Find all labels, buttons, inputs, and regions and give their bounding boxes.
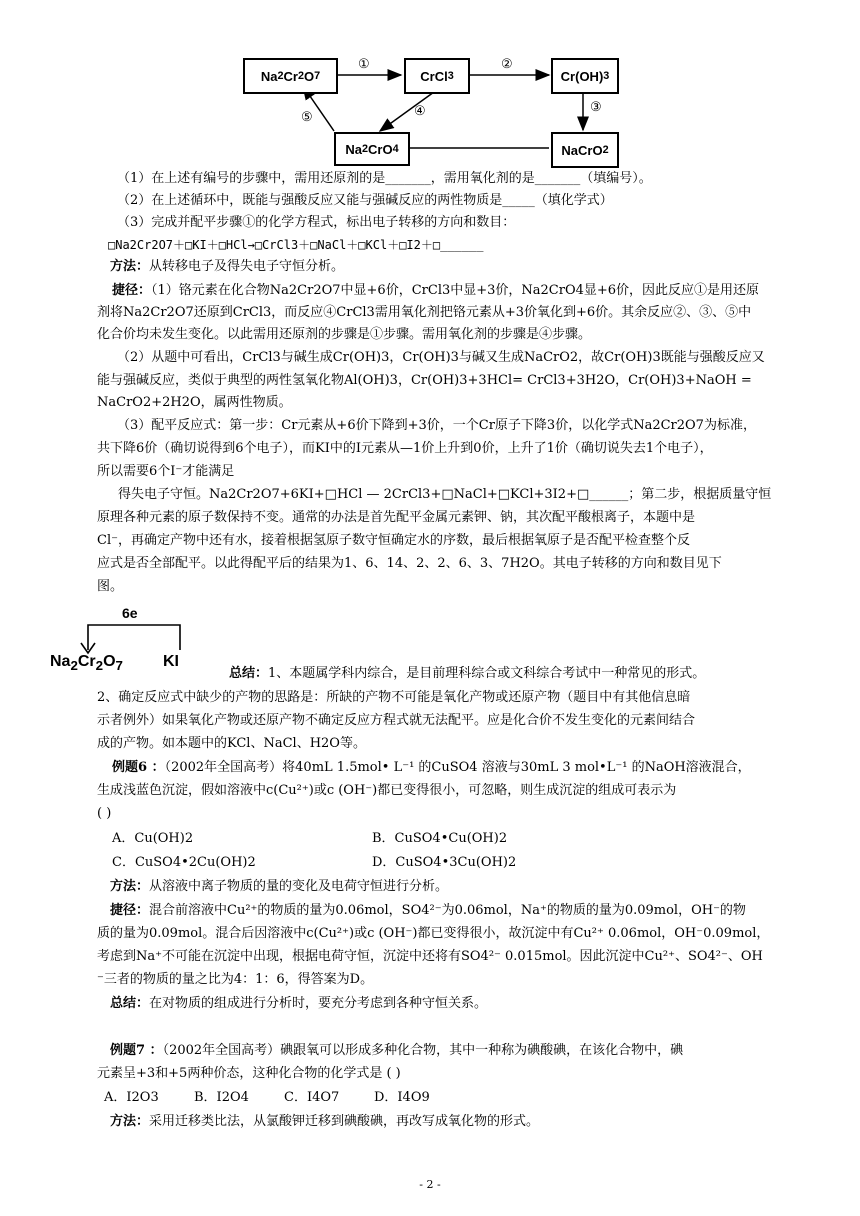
node-na2cro4: Na 2 CrO 4: [334, 132, 410, 166]
summary-2: 总结：在对物质的组成进行分析时，要充分考虑到各种守恒关系。: [110, 996, 488, 1011]
example-6-line-3: ( ): [97, 806, 112, 821]
method-2: 方法：从溶液中离子物质的量的变化及电荷守恒进行分析。: [110, 879, 449, 894]
shortcut-1-line-4: （2）从题中可看出，CrCl3与碱生成Cr(OH)3，Cr(OH)3与碱又生成NaCrO2，故Cr(OH)3既能与强酸反应又: [117, 350, 765, 365]
method-1-label: 方法：: [110, 259, 150, 274]
option-6-a: A．Cu(OH)2: [112, 831, 194, 846]
summary-1-line-2: 2、确定反应式中缺少的产物的思路是：所缺的产物不可能是氧化产物或还原产物（题目中有其他信息暗: [97, 690, 691, 705]
label-step-5: ⑤: [301, 110, 313, 125]
method-2-label: 方法：: [110, 879, 150, 894]
summary-2-label: 总结：: [110, 996, 150, 1011]
shortcut-1-line-7: （3）配平反应式：第一步：Cr元素从+6价下降到+3价，一个Cr原子下降3价，以化学式Na2Cr2O7为标准，: [117, 418, 756, 433]
summary-1-line-1: 总结：1、本题属学科内综合，是目前理科综合或文科综合考试中一种常见的形式。: [229, 666, 706, 681]
shortcut-2-label: 捷径：: [110, 903, 150, 918]
option-7-c: C．I4O7: [284, 1090, 340, 1105]
summary-1-label: 总结：: [229, 666, 269, 681]
shortcut-1-line-13: 应式是否全部配平。以此得配平后的结果为1、6、14、2、2、6、3、7H2O。其电子转移的方向和数目见下: [97, 556, 722, 571]
label-step-4: ④: [414, 104, 426, 119]
question-3: （3）完成并配平步骤①的化学方程式，标出电子转移的方向和数目：: [117, 215, 516, 230]
option-6-b: B．CuSO4•Cu(OH)2: [372, 831, 508, 846]
question-2: （2）在上述循环中，既能与强酸反应又能与强碱反应的两性物质是_____（填化学式）: [117, 193, 613, 208]
shortcut-1-line-1: 捷径：（1）铬元素在化合物Na2Cr2O7中显+6价，CrCl3中显+3价，Na2CrO4显+6价，因此反应①是用还原: [112, 283, 760, 298]
example-7-line-2: 元素呈+3和+5两种价态，这种化合物的化学式是 ( ): [97, 1066, 401, 1081]
et-left-formula: $Na_2Cr_2O_7$: [50, 653, 123, 674]
shortcut-1-line-12: Cl⁻，再确定产物中还有水，接着根据氢原子数守恒确定水的序数，最后根据氧原子是否配平检查整个反: [97, 533, 690, 548]
shortcut-1-line-9: 所以需要6个I⁻才能满足: [97, 464, 235, 479]
option-7-a: A．I2O3: [104, 1090, 159, 1105]
example-6-label: 例题6 ：: [112, 760, 165, 775]
et-right-formula: KI: [163, 653, 179, 670]
label-step-3: ③: [590, 100, 602, 115]
reaction-cycle-diagram: [0, 0, 860, 175]
option-7-d: D．I4O9: [374, 1090, 430, 1105]
option-6-d: D．CuSO4•3Cu(OH)2: [372, 855, 517, 870]
method-3-label: 方法：: [110, 1114, 150, 1129]
shortcut-2-line-1: 捷径：混合前溶液中Cu²⁺的物质的量为0.06mol，SO4²⁻为0.06mol，Na⁺的物质的量为0.09mol，OH⁻的物: [110, 903, 746, 918]
node-crcl3: CrCl 3: [404, 58, 470, 94]
node-croh3: Cr(OH) 3: [551, 58, 619, 94]
method-1-text: 从转移电子及得失电子守恒分析。: [149, 259, 345, 274]
page-number: - 2 -: [419, 1178, 441, 1191]
node-na2cr2o7: Na 2 Cr 2 O 7: [243, 58, 338, 94]
label-step-2: ②: [501, 57, 513, 72]
example-7-line-1: 例题7 ：（2002年全国高考）碘跟氧可以形成多种化合物，其中一种称为碘酸碘，在该化合物中，碘: [110, 1043, 684, 1058]
option-7-b: B．I2O4: [194, 1090, 249, 1105]
shortcut-1-label: 捷径：: [112, 283, 152, 298]
shortcut-1-line-6: NaCrO2+2H2O，属两性物质。: [97, 395, 292, 410]
shortcut-1-line-5: 能与强碱反应，类似于典型的两性氢氧化物Al(OH)3，Cr(OH)3+3HCl= CrCl3+3H2O，Cr(OH)3+NaOH =: [97, 373, 752, 388]
example-7-label: 例题7 ：: [110, 1043, 163, 1058]
question-1: （1）在上述有编号的步骤中，需用还原剂的是_______，需用氧化剂的是_______（填编号）。: [117, 171, 652, 186]
shortcut-2-line-3: 考虑到Na⁺不可能在沉淀中出现，根据电荷守恒，沉淀中还将有SO4²⁻ 0.015mol。因此沉淀中Cu²⁺、SO4²⁻、OH: [97, 949, 763, 964]
shortcut-1-line-2: 剂将Na2Cr2O7还原到CrCl3，而反应④CrCl3需用氧化剂把铬元素从+3价氧化到+6价。其余反应②、③、⑤中: [97, 305, 752, 320]
summary-1-line-4: 成的产物。如本题中的KCl、NaCl、H2O等。: [97, 736, 366, 751]
method-3: 方法：采用迁移类比法，从氯酸钾迁移到碘酸碘，再改写成氧化物的形式。: [110, 1114, 540, 1129]
shortcut-2-line-2: 质的量为0.09mol。混合后因溶液中c(Cu²⁺)或c (OH⁻)都已变得很小，故沉淀中有Cu²⁺ 0.06mol，OH⁻0.09mol，: [97, 926, 770, 941]
arrow-step-4: [380, 92, 434, 131]
shortcut-1-line-10: 得失电子守恒。Na2Cr2O7+6KI+□HCl — 2CrCl3+□NaCl+□KCl+3I2+□______；第二步，根据质量守恒: [118, 487, 772, 502]
label-step-1: ①: [358, 57, 370, 72]
shortcut-1-line-14: 图。: [97, 579, 124, 594]
example-6-line-1: 例题6 ：（2002年全国高考）将40mL 1.5mol• L⁻¹ 的CuSO4 溶液与30mL 3 mol•L⁻¹ 的NaOH溶液混合，: [112, 760, 751, 775]
shortcut-2-line-4: ⁻三者的物质的量之比为4：1：6，得答案为D。: [97, 972, 374, 987]
option-6-c: C．CuSO4•2Cu(OH)2: [112, 855, 256, 870]
electron-count: 6e: [122, 605, 138, 621]
example-6-line-2: 生成浅蓝色沉淀，假如溶液中c(Cu²⁺)或c (OH⁻)都已变得很小，可忽略，则生成沉淀的组成可表示为: [97, 783, 677, 798]
shortcut-1-line-8: 共下降6价（确切说得到6个电子），而KI中的I元素从—1价上升到0价，上升了1价（确切说失去1个电子），: [97, 441, 713, 456]
shortcut-1-line-11: 原理各种元素的原子数保持不变。通常的办法是首先配平金属元素钾、钠，其次配平酸根离子，本题中是: [97, 510, 696, 525]
shortcut-1-line-3: 化合价均未发生变化。以此需用还原剂的步骤是①步骤。需用氧化剂的步骤是④步骤。: [97, 327, 592, 342]
equation-blank: □Na2Cr2O7＋□KI＋□HCl→□CrCl3＋□NaCl＋□KCl＋□I2＋□______: [108, 238, 484, 252]
method-1: [0, 256, 860, 278]
node-nacro2: NaCrO 2: [551, 132, 619, 168]
summary-1-line-3: 示者例外）如果氧化产物或还原产物不确定反应方程式就无法配平。应是化合价不发生变化的元素间结合: [97, 713, 696, 728]
